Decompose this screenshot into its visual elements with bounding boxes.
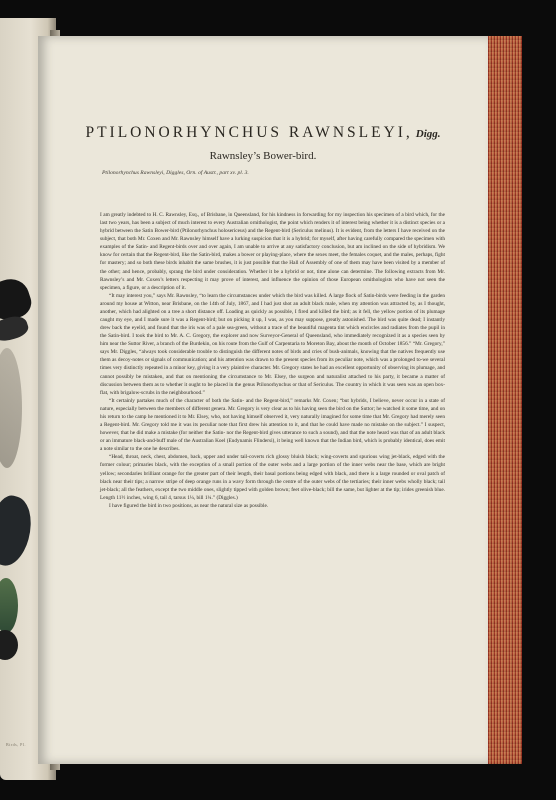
book-page: [38, 36, 488, 764]
paragraph: I am greatly indebted to H. C. Rawnsley, Esq., of Brisbane, in Queensland, for his kindness in forwarding for my inspection his specimen of a bird which, for the last two years, has been a subject of much interest to every Australian ornithologist, the point which renders it of interest being whether it is a distinct species or a hybrid between the Satin Bower-bird (Ptilonorhynchus holosericeus) and the Regent-bird (Sericulus melinus). It is evident, from the letters I have received on the subject, that both Mr. Coxen and Mr. Rawnsley himself have a lurking suspicion that it is a hybrid; for myself, after having carefully compared the specimen with examples of the Satin- and Regent-birds over and over again, I am unable to arrive at any satisfactory conclusion, but am inclined on the side of hybridism. We know for certain that the Regent-bird, like the Satin-bird, makes a bower or playing-place, where the sexes meet, the females coquet, and the males, perhaps, fight for mastery; and so both these birds inhabit the same brushes, it is just possible that the Hall of Assembly of one of them may have been visited by a member of the other; and hence, probably, sprang the bird under consideration. Whether it be a hybrid or not, time alone can determine. The following extracts from Mr. Rawnsley’s and Mr. Coxen’s letters respecting it may prove of interest, and influence the opinion of those European ornithologists who have not seen the specimen, a figure, or a description of it.: [100, 212, 445, 291]
bird-illustration-green: [0, 578, 18, 633]
bibliographic-reference: Ptilonorhynchus Rawnsleyi, Diggles, Orn. of Austr., part xv. pl. 3.: [102, 170, 249, 176]
paragraph: I have figured the bird in two positions, as near the natural size as possible.: [109, 502, 269, 509]
page-title: [38, 124, 488, 142]
title-authority: Digg.: [415, 128, 441, 140]
bird-illustration-body: [0, 348, 22, 468]
paragraph: “It may interest you,” says Mr. Rawnsley, “to learn the circumstances under which the bird was killed. A large flock of Satin-birds were feeding in the garden around my house at Witton, near Brisbane, on the 14th of July, 1867, and I had just shot an adult black male, when my attention was attracted by, as I thought, another, which had alighted on a tree a short distance off. Loading as quickly as possible, I fired and killed the bird; as it fell, the yellow portion of its plumage caught my eye, and I made sure it was a Regent-bird; but on picking it up, I was, as you may suppose, greatly astonished. The bird was quite dead; I instantly drew back the eyelid, and found that the iris was of a pale sea-green, without a trace of the beautiful magenta tint which encircles and radiates from the pupil in the Satin-bird. I took the bird to Mr. A. C. Gregory, the explorer and now Surveyor-General of Queensland, who immediately recognized it as a species seen by him near the Suttor River, a branch of the Burdekin, on his route from the Gulf of Carpentaria to Moreton Bay, about the month of October 1856.” “Mr. Gregory,” says Mr. Diggles, “always took considerable trouble to distinguish the different notes of birds and cries of bush-animals, knowing that the natives frequently use them as decoy-notes or signals of communication; and his attention was drawn to the present species from its peculiar note, which was a prolonged to-we several times very distinctly repeated in a minor key, giving it a very plaintive character. Mr. Gregory states he had an excellent opportunity of observing its plumage, and cannot possibly be mistaken, and that on mentioning the circumstance to Mr. Elsey, the surgeon and naturalist attached to his party, it became a matter of discussion between them as to whether it ought to be placed in the genus Ptilonorhynchus or that of Sericulus. The country in which it was seen was an open box-flat, with brigalow-scrubs in the neighbourhood.”: [100, 292, 445, 396]
species-name: PTILONORHYNCHUS RAWNSLEYI,: [85, 124, 413, 141]
page-subtitle: Rawnsley’s Bower-bird.: [209, 150, 317, 162]
body-text: [100, 211, 445, 510]
paragraph: “It certainly partakes much of the character of both the Satin- and the Regent-bird,” remarks Mr. Coxen; “but hybrids, I believe, never occur in a state of nature, especially between the members of different genera. Mr. Gregory is very clear as to his having seen the bird on the Suttor; he watched it some time, and on his return to the camp he mentioned it to Mr. Elsey, who, not having himself observed it, very naturally imagined for some time that Mr. Gregory had merely seen a Regent-bird. Mr. Gregory told me it was its peculiar note that first drew his attention to it, and that he could have made no mistake on the subject.” I suspect, however, that he did make a mistake (for neither the Satin- nor the Regent-bird gives utterance to such a sound), and that the note heard was that of an adult black or an immature black-and-buff male of the Australian Koel (Eudynamis Flindersi), it being well known that the Indian bird, which is probably identical, does emit a note similar to the one he describes.: [100, 397, 445, 453]
bird-illustration-wing-lower: [0, 313, 30, 346]
plate-caption: Birds, Pl.: [6, 742, 27, 747]
bird-illustration-tail: [0, 492, 38, 570]
bird-illustration-dark: [0, 630, 18, 660]
page-edges: [488, 36, 522, 764]
paragraph: “Head, throat, neck, chest, abdomen, back, upper and under tail-coverts rich glossy bluish black; wing-coverts and spurious wing jet-black, edged with the former colour; primaries black, with the exception of a small portion of the outer webs and a large portion of the inner webs near the base, which are bright yellow; secondaries brilliant orange for the greater part of their length, their basal portions being edged with black, and there is a large rounded or oval patch of black near their tips; a narrow stripe of deep orange runs in a wavy form through the centre of the outer webs of the tertiaries; their inner webs wholly black; tail jet-black; all the feathers, except the two middle ones, slightly tipped with golden brown; feet olive-black; bill the same, but lighter at the tip; irides greenish blue. Length 11½ inches, wing 6, tail 4, tarsus 1¼, bill 1¼.” (Diggles.): [100, 454, 445, 501]
